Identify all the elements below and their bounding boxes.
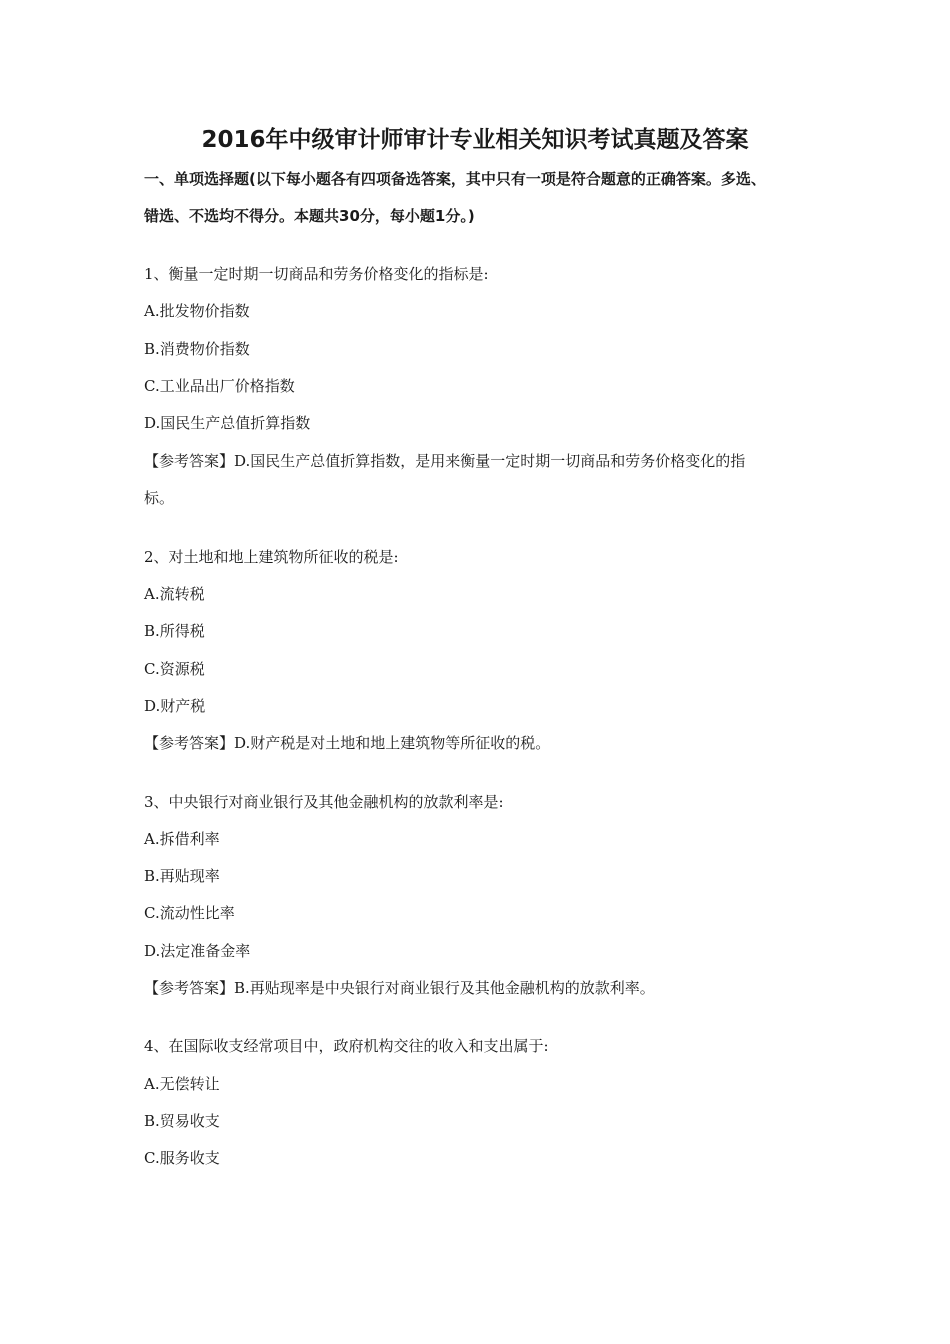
section-heading-line-1: 一、单项选择题(以下每小题各有四项备选答案，其中只有一项是符合题意的正确答案。多选、 bbox=[144, 170, 766, 188]
section-heading-line-2: 错选、不选均不得分。本题共30分，每小题1分。) bbox=[144, 207, 475, 225]
question-2-option-a: A.流转税 bbox=[144, 585, 205, 603]
question-3-answer: 【参考答案】B.再贴现率是中央银行对商业银行及其他金融机构的放款利率。 bbox=[144, 979, 655, 997]
question-4-option-c: C.服务收支 bbox=[144, 1149, 220, 1167]
question-4-option-b: B.贸易收支 bbox=[144, 1112, 220, 1130]
question-2-option-d: D.财产税 bbox=[144, 697, 206, 715]
question-1-answer-line-1: 【参考答案】D.国民生产总值折算指数，是用来衡量一定时期一切商品和劳务价格变化的指 bbox=[144, 452, 746, 470]
question-1-option-d: D.国民生产总值折算指数 bbox=[144, 414, 311, 432]
question-3-option-d: D.法定准备金率 bbox=[144, 942, 251, 960]
document-title: 2016年中级审计师审计专业相关知识考试真题及答案 bbox=[201, 127, 749, 153]
question-2-option-b: B.所得税 bbox=[144, 622, 205, 640]
question-1-answer-line-2: 标。 bbox=[144, 489, 175, 507]
question-2-answer: 【参考答案】D.财产税是对土地和地上建筑物等所征收的税。 bbox=[144, 734, 551, 752]
question-1-stem: 1、衡量一定时期一切商品和劳务价格变化的指标是: bbox=[144, 265, 489, 283]
question-4-option-a: A.无偿转让 bbox=[144, 1075, 220, 1093]
question-2-option-c: C.资源税 bbox=[144, 660, 205, 678]
question-3-stem: 3、中央银行对商业银行及其他金融机构的放款利率是: bbox=[144, 793, 504, 811]
question-1-option-b: B.消费物价指数 bbox=[144, 340, 250, 358]
question-2-stem: 2、对土地和地上建筑物所征收的税是: bbox=[144, 548, 399, 566]
question-4-stem: 4、在国际收支经常项目中，政府机构交往的收入和支出属于: bbox=[144, 1037, 549, 1055]
question-1-option-a: A.批发物价指数 bbox=[144, 302, 250, 320]
question-3-option-c: C.流动性比率 bbox=[144, 904, 235, 922]
question-3-option-b: B.再贴现率 bbox=[144, 867, 220, 885]
question-3-option-a: A.拆借利率 bbox=[144, 830, 220, 848]
question-1-option-c: C.工业品出厂价格指数 bbox=[144, 377, 295, 395]
